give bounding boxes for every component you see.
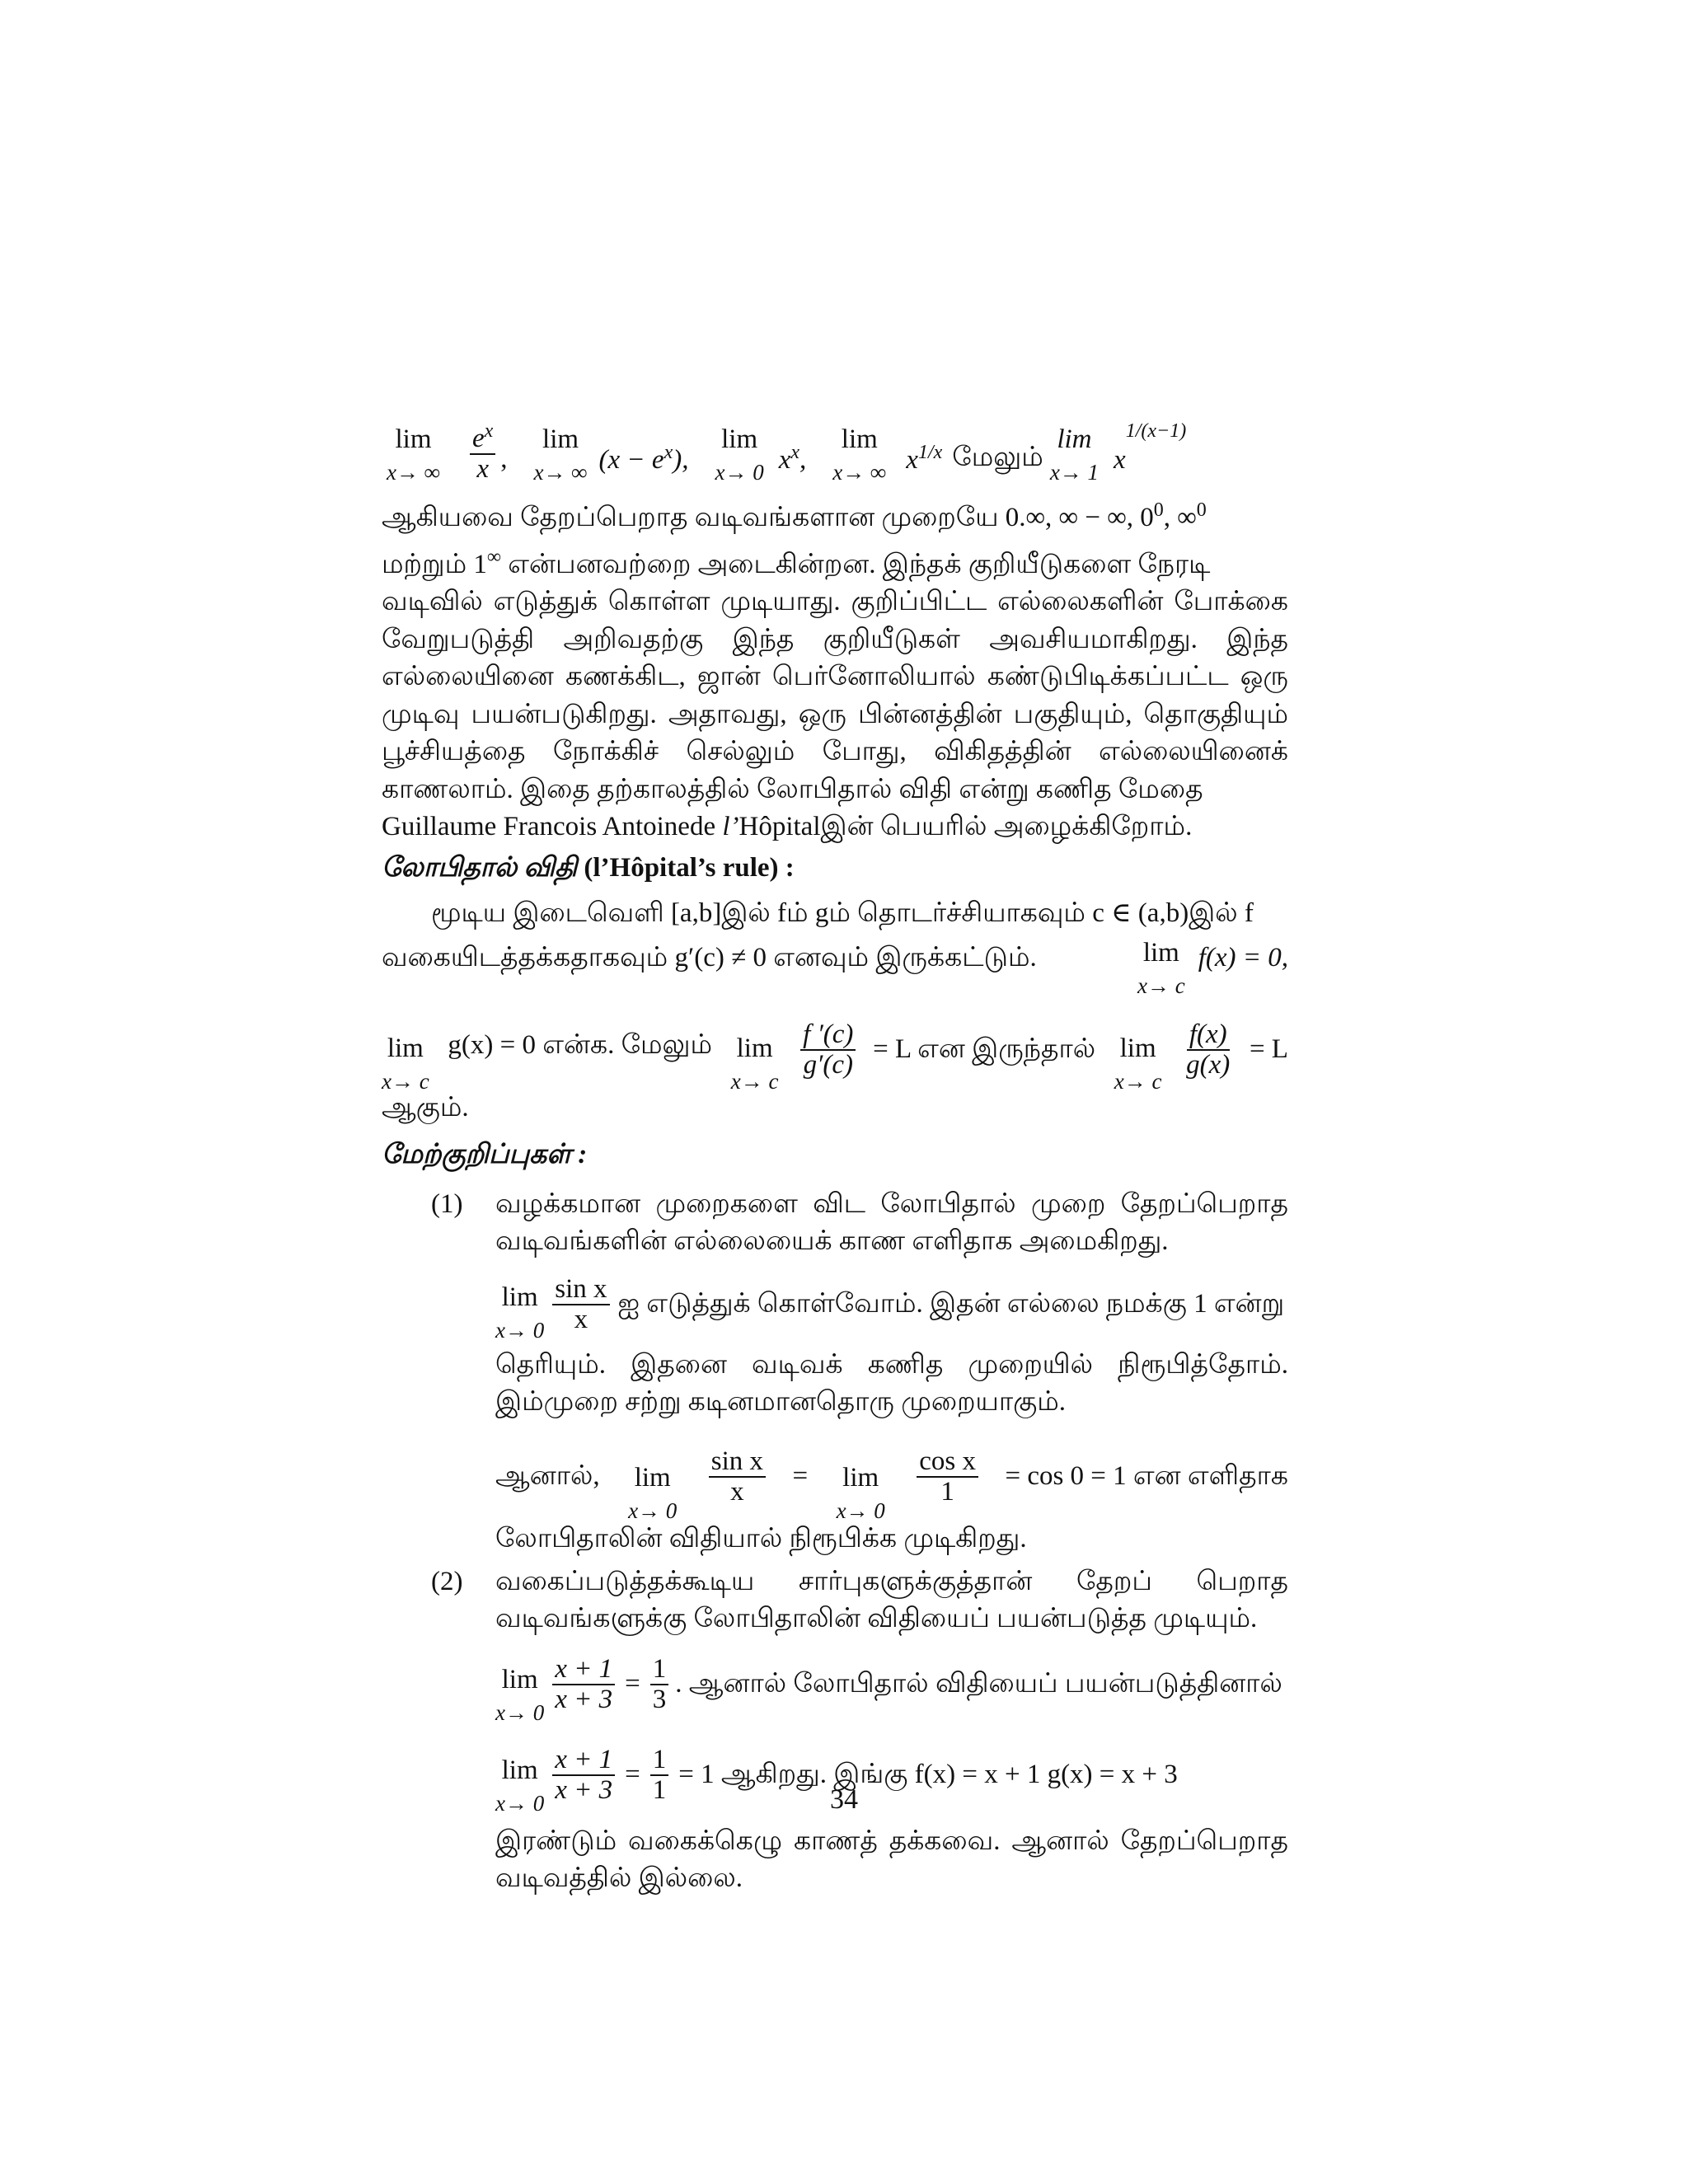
lim-label: lim	[501, 1282, 538, 1312]
text: . ஆனால் லோபிதால் விதியைப் பயன்படுத்தினால்	[675, 1668, 1282, 1699]
fraction-numerator: f ′(c)	[800, 1020, 856, 1051]
lim-label: lim	[542, 424, 579, 454]
text: g(x) = 0 என்க. மேலும்	[448, 1030, 713, 1061]
lim-label: lim	[1119, 1033, 1156, 1063]
intro-line-2	[382, 544, 1288, 584]
expr-sup: x	[663, 442, 673, 463]
lim-label: lim	[501, 1664, 538, 1694]
equals-sign: =	[625, 1759, 640, 1789]
lim-label: lim	[736, 1033, 773, 1063]
rule-line-3	[382, 1005, 1288, 1094]
lim-subscript: x→ 0	[715, 460, 764, 485]
text: Guillaume Francois Antoinede	[382, 812, 723, 842]
limit	[731, 1033, 779, 1094]
limits-row	[382, 420, 1288, 500]
text: Hôpitalஇன் பெயரில் அழைக்கிறோம்.	[738, 812, 1193, 842]
intro-last-line	[382, 808, 1288, 846]
limit-2	[534, 424, 588, 485]
lim-label: lim	[395, 424, 432, 454]
sup: 0	[1153, 499, 1164, 521]
comma: ,	[500, 444, 508, 474]
note-line	[495, 1643, 1288, 1726]
lim-label: lim	[1142, 937, 1179, 968]
text: f(x) = 0,	[1198, 942, 1288, 972]
note-text: வகைப்படுத்தக்கூடிய சார்புகளுக்குத்தான் தேறப் பெறாத வடிவங்களுக்கு லோபிதாலின் விதியைப் பயன்படுத்த முடியும்.	[495, 1566, 1288, 1634]
rule-line-1: மூடிய இடைவெளி [a,b]இல் fம் gம் தொடர்ச்சியாகவும் c ∈ (a,b)இல் f	[431, 898, 1254, 929]
lim-subscript: x→ ∞	[387, 460, 440, 485]
lim-subscript: x→ ∞	[832, 460, 887, 485]
intro-body: வடிவில் எடுத்துக் கொள்ள முடியாது. குறிப்பிட்ட எல்லைகளின் போக்கை வேறுபடுத்தி அறிவதற்கு இந்த குறியீடுகள் அவசியமாகிறது. இந்த எல்லையினை கணக்கிட, ஜான் பெர்னோலியால் கண்டுபிடிக்கப்பட்ட ஒரு முடிவு பயன்படுகிறது. அதாவது, ஒரு பின்னத்தின் பகுதியும், தொகுதியும் பூச்சியத்தை நோக்கிச் செல்லும் போது, விகிதத்தின் எல்லையினைக் காணலாம். இதை தற்காலத்தில் லோபிதால் விதி என்று கணித மேதை	[382, 587, 1288, 804]
fraction-numerator: sin x	[552, 1275, 609, 1305]
expr-text: x	[906, 445, 918, 475]
text: என்பனவற்றை அடைகின்றன. இந்தக் குறியீடுகளை நேரடி	[501, 549, 1211, 579]
text: ஆனால்,	[495, 1461, 600, 1492]
lim-subscript: x→ 0	[836, 1498, 885, 1524]
expr-text: x	[778, 445, 791, 475]
note-line	[495, 1266, 1288, 1343]
rule-statement	[382, 895, 1288, 1127]
note-2	[431, 1563, 1288, 1898]
lim-subscript: x→ ∞	[533, 460, 588, 485]
limit	[1137, 938, 1185, 999]
text: ஆகியவை தேறப்பெறாத வடிவங்களான முறையே 0.∞, ∞ − ∞, 0	[382, 503, 1154, 532]
rule-heading-tamil: லோபிதால் விதி	[382, 852, 578, 883]
fraction-sinx-over-x	[709, 1447, 766, 1506]
comma: ,	[799, 445, 807, 475]
limit-4	[832, 424, 886, 485]
fraction-cosx-over-1	[917, 1447, 978, 1506]
expr-sup: x	[790, 442, 800, 463]
text: , ∞	[1163, 503, 1197, 532]
lim-subscript: x→ c	[1137, 973, 1185, 999]
lim-label: lim	[387, 1033, 424, 1063]
note-text: வழக்கமான முறைகளை விட லோபிதால் முறை தேறப்பெறாத வடிவங்களின் எல்லையைக் காண எளிதாக அமைகிறது.	[495, 1188, 1288, 1257]
expr-end: ),	[673, 445, 689, 475]
fraction-sinx-over-x	[552, 1275, 609, 1333]
fraction-numerator: cos x	[917, 1447, 978, 1478]
lim-label: lim	[1057, 424, 1092, 454]
note-text: இரண்டும் வகைக்கெழு காணத் தக்கவை. ஆனால் தேறப்பெறாத வடிவத்தில் இல்லை.	[495, 1825, 1288, 1894]
connector-text: மேலும்	[952, 443, 1043, 472]
note-number: (1)	[431, 1188, 463, 1219]
text: மற்றும் 1	[382, 549, 487, 579]
limit-1	[387, 424, 440, 485]
fraction-denominator: g(x)	[1186, 1049, 1231, 1080]
limit	[495, 1282, 544, 1343]
text: = 1 ஆகிறது. இங்கு f(x) = x + 1 g(x) = x + 3	[678, 1759, 1178, 1789]
fraction-numerator: 1	[650, 1746, 669, 1776]
note-text: லோபிதாலின் விதியால் நிரூபிக்க முடிகிறது.	[495, 1523, 1027, 1554]
text-italic: l’	[722, 812, 739, 842]
sup: ∞	[486, 546, 502, 568]
fraction-denominator: 1	[940, 1476, 954, 1507]
limit-5	[1050, 424, 1099, 485]
lim-label: lim	[842, 1462, 879, 1493]
fraction-denominator: x	[476, 453, 489, 484]
fraction-denominator: x	[574, 1304, 588, 1334]
page-number: 34	[830, 1784, 858, 1815]
lim-label: lim	[634, 1462, 671, 1493]
fraction-f-over-g	[1184, 1020, 1232, 1079]
fraction-numerator: f(x)	[1187, 1020, 1230, 1051]
expr-text: x	[1114, 445, 1126, 475]
note-text: தெரியும். இதனை வடிவக் கணித முறையில் நிரூபித்தோம். இம்முறை சற்று கடினமானதொரு முறையாகும்.	[495, 1349, 1288, 1418]
expr-sup: 1/x	[917, 442, 943, 463]
lim-subscript: x→ c	[730, 1069, 779, 1094]
rule-line-4: ஆகும்.	[382, 1092, 469, 1122]
intro-paragraph	[382, 497, 1288, 846]
lim-subscript: x→ c	[382, 1069, 429, 1094]
limit-3	[715, 424, 764, 485]
text: = L என இருந்தால்	[873, 1034, 1096, 1065]
note-line	[495, 1430, 1288, 1524]
limit	[382, 1033, 429, 1094]
limit	[837, 1463, 885, 1524]
lim-subscript: x→ 0	[495, 1318, 545, 1343]
note-number: (2)	[431, 1566, 463, 1596]
num-base: e	[471, 424, 485, 453]
fraction-numerator	[470, 421, 495, 455]
sup: 0	[1196, 499, 1207, 521]
lim-subscript: x→ 0	[495, 1790, 545, 1816]
limit	[1114, 1033, 1162, 1094]
lim-label: lim	[501, 1755, 538, 1785]
text: = L	[1249, 1034, 1288, 1065]
notes-heading: மேற்குறிப்புகள் :	[382, 1140, 588, 1170]
lim-label: lim	[721, 424, 758, 454]
fraction-denominator: x	[730, 1476, 744, 1507]
text: ஐ எடுத்துக் கொள்வோம். இதன் எல்லை நமக்கு 1 என்று	[617, 1289, 1285, 1319]
intro-line-1	[382, 497, 1288, 537]
lim-subscript: x→ 0	[495, 1699, 545, 1725]
fraction-fprime-over-gprime	[800, 1020, 856, 1079]
fraction-numerator: x + 1	[552, 1746, 615, 1776]
fraction-numerator: 1	[650, 1655, 669, 1685]
rule-heading-english: (l’Hôpital’s rule) :	[577, 852, 795, 883]
expr-x-pow-1-over-x-minus-1	[1114, 420, 1187, 480]
expr-sup: 1/(x−1)	[1125, 420, 1187, 442]
fraction-denominator: 3	[652, 1684, 667, 1714]
fraction-denominator: g′(c)	[803, 1049, 853, 1080]
limit	[628, 1463, 677, 1524]
lim-label: lim	[841, 424, 878, 454]
num-sup: x	[484, 420, 494, 442]
fraction-ex-over-x	[470, 421, 495, 483]
equals-sign: =	[792, 1461, 809, 1492]
expr-x-minus-ex	[599, 439, 689, 480]
text: = cos 0 = 1 என எளிதாக	[1005, 1461, 1288, 1492]
text: வகையிடத்தக்கதாகவும் g′(c) ≠ 0 எனவும் இருக்கட்டும்.	[382, 942, 1037, 972]
expr-x-pow-1-over-x	[906, 439, 942, 480]
fraction-x1-over-x3	[552, 1655, 615, 1713]
lim-subscript: x→ c	[1114, 1069, 1162, 1094]
lim-subscript: x→ 1	[1049, 460, 1100, 485]
rule-heading	[382, 850, 1288, 888]
rule-line-2	[382, 938, 1288, 999]
equals-sign: =	[625, 1668, 640, 1699]
page-body	[382, 420, 1288, 1898]
limit	[495, 1665, 544, 1726]
expr-x-pow-x	[779, 439, 807, 480]
fraction-numerator: sin x	[709, 1447, 766, 1478]
note-1	[431, 1186, 1288, 1558]
rule-lim-fx	[1132, 938, 1288, 999]
expr-text: (x − e	[598, 445, 664, 475]
fraction-numerator: x + 1	[552, 1655, 615, 1685]
fraction-denominator: x + 3	[555, 1684, 613, 1714]
fraction-denominator: 1	[652, 1774, 667, 1805]
lim-subscript: x→ 0	[628, 1498, 678, 1524]
fraction-1-over-3	[650, 1655, 669, 1713]
fraction-denominator: x + 3	[555, 1774, 613, 1805]
